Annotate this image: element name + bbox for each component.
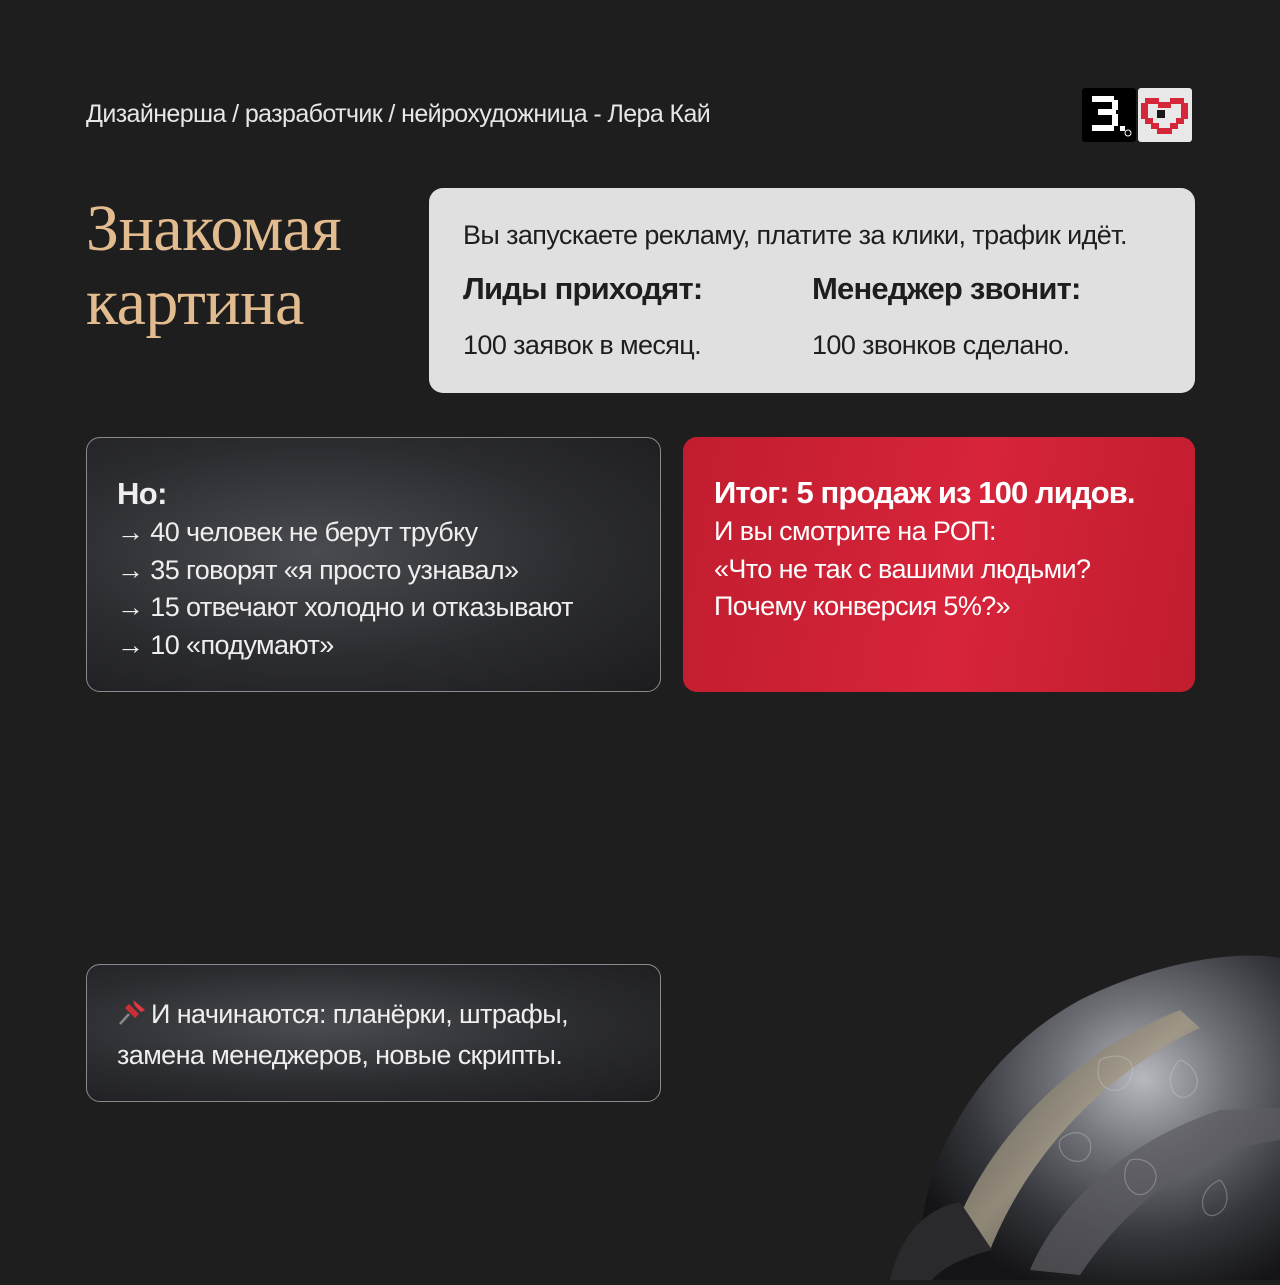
intro-lead: Вы запускаете рекламу, платите за клики, трафик идёт. [463,220,1127,250]
note-text-1: И начинаются: планёрки, штрафы, [151,999,568,1029]
but-line: → 15 отвечают холодно и отказывают [117,592,573,622]
note-line-1 [117,995,630,1036]
title-line-2: картина [86,266,304,339]
but-line: → 40 человек не берут трубку [117,517,478,547]
3-heart-pixel-logo-icon [1082,88,1192,142]
logo [1082,88,1192,142]
but-card [86,437,661,692]
leads-value: 100 заявок в месяц. [463,330,702,360]
page-title [86,192,406,340]
note-card [86,964,661,1102]
result-line: «Что не так с вашими людьми? [714,553,1091,584]
but-line: → 10 «подумают» [117,629,334,660]
result-heading: Итог: 5 продаж из 100 лидов. [714,475,1135,510]
result-card [683,437,1195,692]
intro-card [429,188,1195,393]
but-line: → 35 говорят «я просто узнавал» [117,554,519,585]
but-heading: Но: [117,476,167,511]
note-line-2: замена менеджеров, новые скрипты. [117,1040,563,1070]
leads-column [463,271,812,361]
result-line: И вы смотрите на РОП: [714,516,996,546]
manager-value: 100 звонков сделано. [812,330,1070,360]
author-byline: Дизайнерша / разработчик / нейрохудожница - Лера Кай [86,100,711,128]
title-line-1: Знакомая [86,192,342,265]
pushpin-icon [117,998,147,1036]
armor-helmet-image [880,940,1280,1280]
result-line: Почему конверсия 5%?» [714,591,1011,621]
leads-heading: Лиды приходят: [463,271,703,306]
manager-heading: Менеджер звонит: [812,271,1081,306]
manager-column [812,271,1161,361]
